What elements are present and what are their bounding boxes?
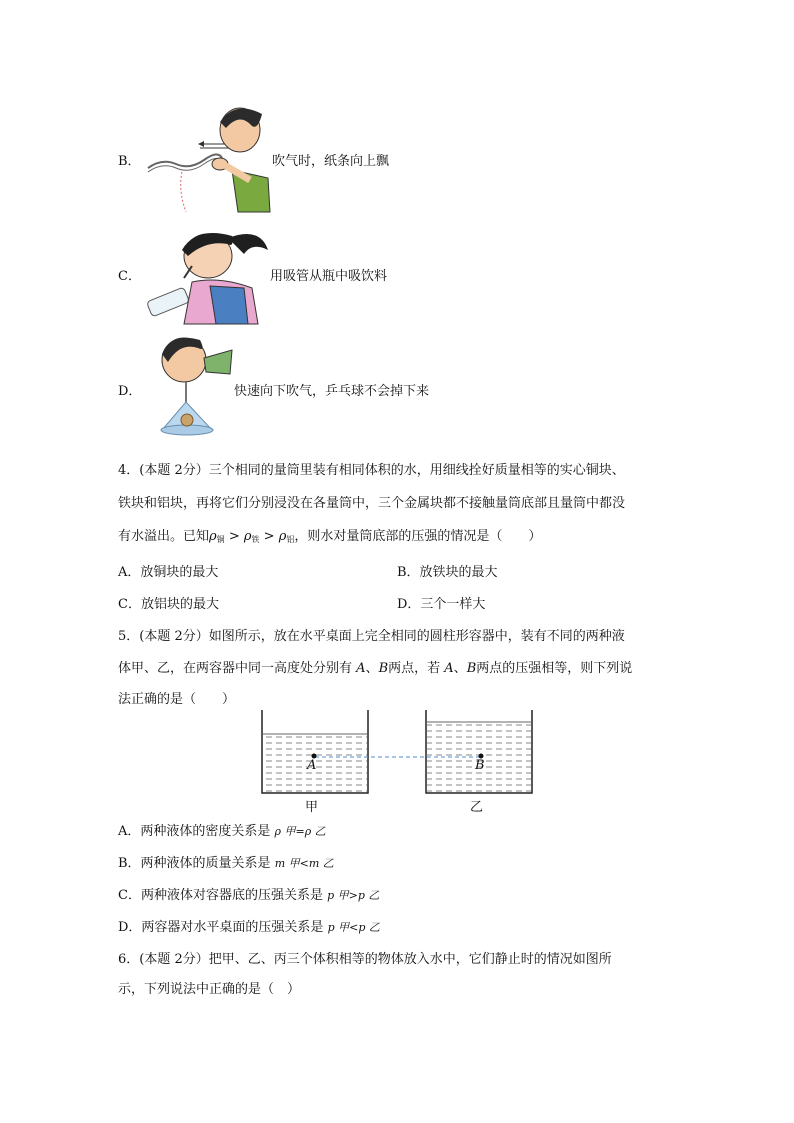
subscript-cu: 铜 [216,535,225,544]
q3-option-c-caption: 用吸管从瓶中吸饮料 [270,269,388,284]
q5-option-a-text: A．两种液体的密度关系是 [118,824,271,839]
q5-option-b-text: B．两种液体的质量关系是 [118,856,271,871]
figure-point-a-label: A [307,758,317,773]
containers-diagram [255,710,545,798]
q5-stem-line-2 [118,657,632,676]
two-containers-figure [255,710,545,815]
point-b-var-2: B [466,661,477,676]
container-label-yi: 乙 [470,800,484,815]
girl-drinking-straw-illustration [140,220,275,325]
q3-option-b-letter: B． [118,154,141,169]
q4-stem-line-3-end: ，则水对量筒底部的压强的情况是（ ） [294,529,542,544]
q5-stem-line-2-end: 两点的压强相等，则下列说 [476,661,633,676]
q5-option-a [118,820,326,839]
separator-1: 、 [365,661,379,676]
q4-stem-line-1: 4．(本题 2分）三个相同的量筒里装有相同体积的水，用细线拴好质量相等的实心铜块、 [118,463,625,478]
boy-blowing-funnel-illustration [150,330,240,442]
q5-stem-line-2-mid: 两点，若 [388,661,441,676]
rho-symbol-cu: ρ [209,529,217,544]
q6-stem-line-2: 示，下列说法中正确的是（ ） [118,982,301,997]
point-a-var-2: A [444,661,454,676]
q3-option-d-letter: D． [118,384,142,399]
q5-stem-line-2-start: 体甲、乙，在两容器中同一高度处分别有 [118,661,353,676]
point-a-var: A [356,661,366,676]
q5-option-d-text: D．两容器对水平桌面的压强关系是 [118,920,324,935]
figure-point-b-label: B [475,758,485,773]
q4-option-b: B．放铁块的最大 [397,565,498,580]
rho-symbol-al: ρ [278,529,287,544]
q5-option-b-expr: m 甲<m 乙 [274,857,334,870]
subscript-al: 铝 [286,535,295,544]
q4-stem-line-2: 铁块和铝块，再将它们分别浸没在各量筒中，三个金属块都不接触量筒底部且量筒中都没 [118,496,626,511]
q5-stem-line-1: 5．(本题 2分）如图所示，放在水平桌面上完全相同的圆柱形容器中，装有不同的两种液 [118,629,625,644]
separator-2: 、 [453,661,467,676]
greater-than-1: > [228,529,240,544]
subscript-fe: 铁 [251,535,260,544]
q5-option-d-expr: p 甲<p 乙 [327,921,380,934]
q5-option-c [118,884,379,903]
q6-stem-line-1: 6．(本题 2分）把甲、乙、丙三个体积相等的物体放入水中，它们静止时的情况如图所 [118,952,612,967]
point-b-var: B [378,661,389,676]
boy-blowing-paper-illustration [140,100,275,215]
q4-option-a: A．放铜块的最大 [118,565,219,580]
q5-option-d [118,916,380,935]
q3-option-c-letter: C． [118,269,141,284]
q5-option-c-text: C．两种液体对容器底的压强关系是 [118,888,323,903]
q4-stem-line-3-start: 有水溢出。已知 [118,529,210,544]
container-label-jia: 甲 [305,800,319,815]
q5-option-b [118,852,334,871]
q3-option-b-caption: 吹气时，纸条向上飘 [272,154,390,169]
q4-option-d: D．三个一样大 [397,597,486,612]
q5-stem-line-3: 法正确的是（ ） [118,692,236,707]
q5-option-c-expr: p 甲>p 乙 [327,889,380,902]
rho-symbol-fe: ρ [243,529,252,544]
q3-option-d-caption: 快速向下吹气，乒乓球不会掉下来 [234,384,430,399]
q5-option-a-expr: ρ 甲=ρ 乙 [274,825,326,838]
q4-stem-line-3 [118,525,541,545]
q4-option-c: C．放铝块的最大 [118,597,219,612]
greater-than-2: > [263,529,275,544]
